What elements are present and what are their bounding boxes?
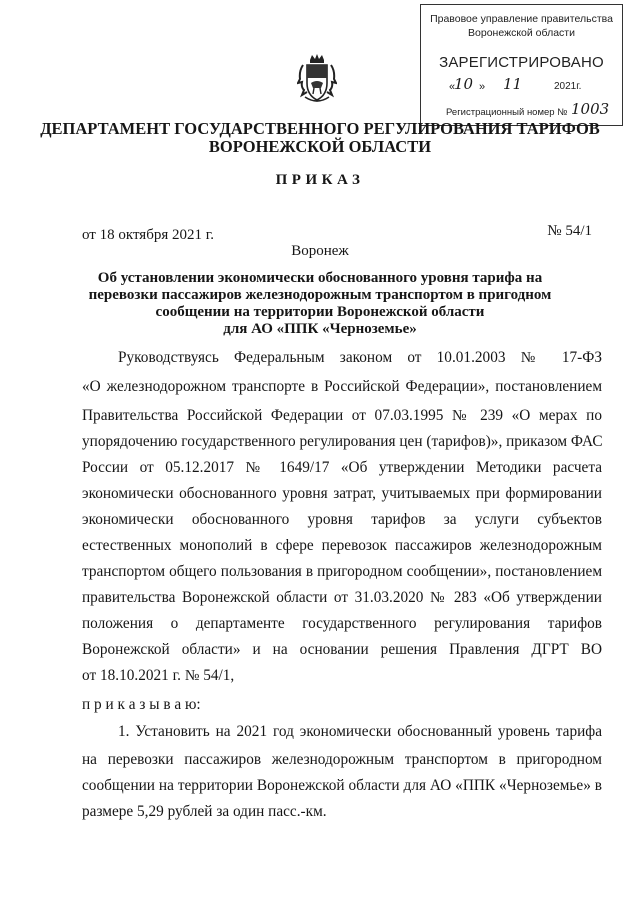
subject-line: Об установлении экономически обоснованного уровня тарифа на <box>97 270 543 286</box>
body-line: Воронежской области» и на основании решения Правления ДГРТ ВО <box>82 641 602 658</box>
body-line: сообщении на территории Воронежской области для АО «ППК «Черноземье» в <box>82 777 602 794</box>
order-subject <box>0 270 640 338</box>
body-line: экономически обоснованного уровня тарифов за услуги субъектов <box>82 511 602 528</box>
body-line: на перевозки пассажиров железнодорожным транспортом в пригородном <box>82 751 602 768</box>
body-line: упорядочению государственного регулирования цен (тарифов)», приказом ФАС <box>82 433 603 450</box>
stamp-day-handwritten: 10 <box>454 75 474 93</box>
coat-of-arms-icon <box>297 53 337 105</box>
city-name: Воронеж <box>291 243 349 259</box>
stamp-date-open-quote: « <box>449 81 456 93</box>
department-name <box>0 120 640 156</box>
body-line: положения о департаменте государственного регулирования тарифов <box>82 615 602 632</box>
subject-line: для АО «ППК «Черноземье» <box>223 321 417 337</box>
body-line: от 18.10.2021 г. № 54/1, <box>82 667 235 684</box>
body-line: транспортом общего пользования в пригородном сообщении», постановлением <box>82 563 602 580</box>
stamp-reg-number-handwritten: 1003 <box>571 100 610 118</box>
body-line: правительства Воронежской области от 31.03.2020 № 283 «Об утверждении <box>82 589 602 606</box>
department-name-line1: ДЕПАРТАМЕНТ ГОСУДАРСТВЕННОГО РЕГУЛИРОВАНИЯ ТАРИФОВ <box>40 119 600 138</box>
subject-line: перевозки пассажиров железнодорожным транспортом в пригодном <box>88 287 552 303</box>
order-number: № 54/1 <box>547 223 592 239</box>
body-line: размере 5,29 рублей за один пасс.-км. <box>82 803 327 820</box>
stamp-date-close-quote: » <box>479 81 486 93</box>
body-line: Руководствуясь Федеральным законом от 10.01.2003 № 17-ФЗ <box>118 349 602 366</box>
registration-stamp <box>420 4 623 126</box>
body-line: Правительства Российской Федерации от 07.03.1995 № 239 «О мерах по <box>82 407 602 424</box>
department-name-line2: ВОРОНЕЖСКОЙ ОБЛАСТИ <box>208 137 432 156</box>
stamp-reg-label: Регистрационный номер № <box>446 107 568 118</box>
order-word: п р и к а з ы в а ю: <box>82 696 201 713</box>
stamp-date <box>449 75 582 93</box>
document-type-title: ПРИКАЗ <box>275 172 365 188</box>
stamp-registered-label: ЗАРЕГИСТРИРОВАНО <box>439 54 604 71</box>
stamp-authority-line2: Воронежской области <box>468 27 575 39</box>
stamp-reg-number <box>446 100 610 118</box>
body-line: России от 05.12.2017 № 1649/17 «Об утверждении Методики расчета <box>82 459 602 476</box>
stamp-month-handwritten: 11 <box>503 75 523 93</box>
order-date: от 18 октября 2021 г. <box>82 227 214 243</box>
body-line: 1. Установить на 2021 год экономически обоснованный уровень тарифа <box>118 723 602 740</box>
body-line: «О железнодорожном транспорте в Российской Федерации», постановлением <box>82 378 602 395</box>
body-line: экономически обоснованного уровня затрат, учитываемых при формировании <box>82 485 602 502</box>
subject-line: сообщении на территории Воронежской области <box>155 304 485 320</box>
body-line: естественных монополий в сфере перевозок пассажиров железнодорожным <box>82 537 602 554</box>
stamp-authority-line1: Правовое управление правительства <box>430 13 613 25</box>
stamp-year: 2021г. <box>554 81 582 92</box>
